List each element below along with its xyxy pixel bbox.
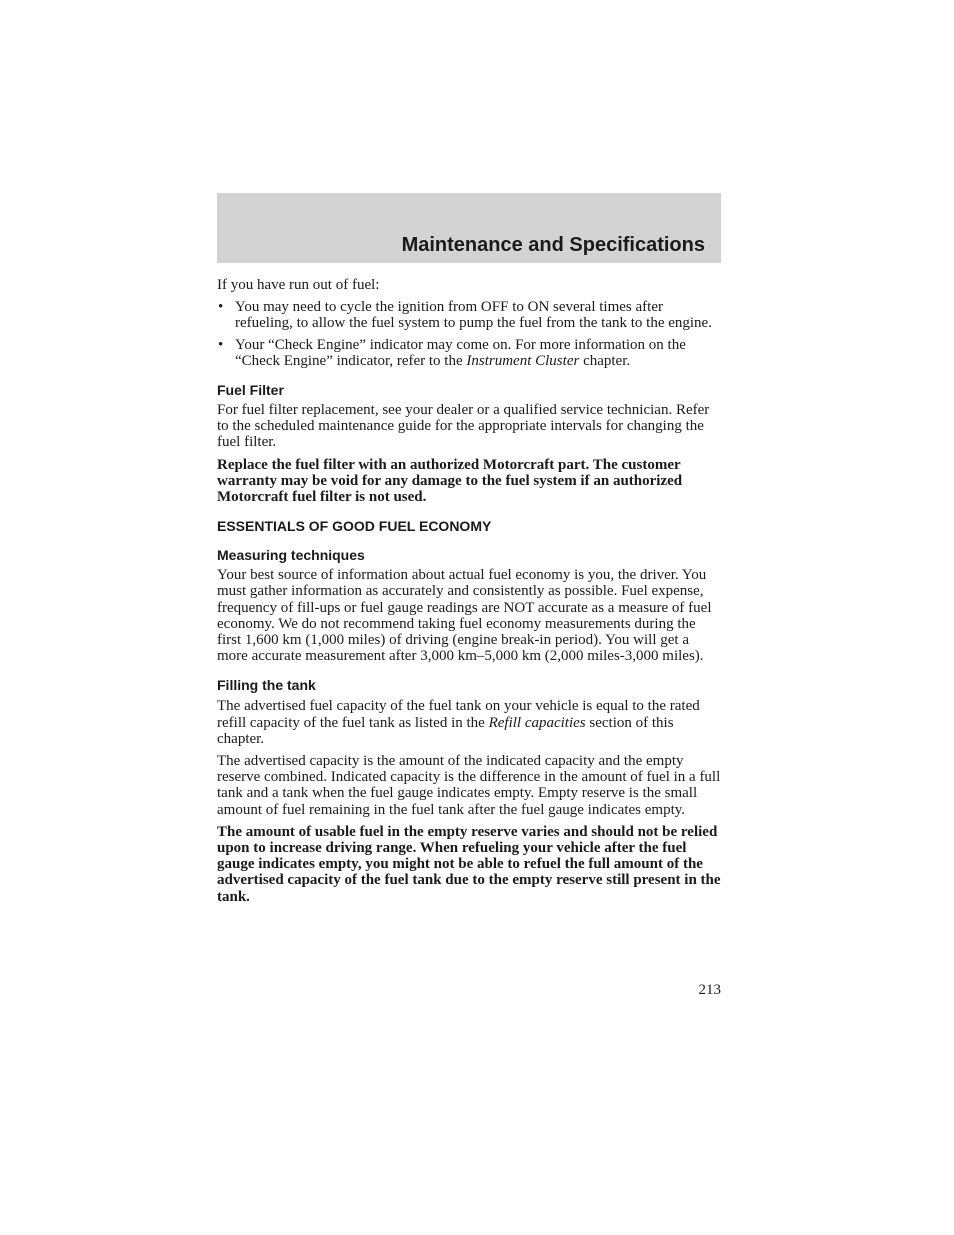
filling-body-1 [217, 698, 721, 747]
bullet-icon: • [218, 336, 224, 353]
section-header-bar [217, 193, 721, 263]
subheading-measuring: Measuring techniques [217, 547, 365, 564]
section-heading-fuel-economy: ESSENTIALS OF GOOD FUEL ECONOMY [217, 518, 492, 535]
subheading-filling: Filling the tank [217, 677, 316, 694]
fuel-filter-body: For fuel filter replacement, see your dealer or a qualified service technician. Refer to the scheduled maintenance guide for the appropriate intervals for changing the fuel filter. [217, 402, 710, 451]
bullet-icon: • [218, 299, 224, 316]
bullet-text-start: Your “Check Engine” indicator may come on. For more information on the “Check Engine” indicator, refer to the [235, 336, 686, 369]
bullet-text-end: chapter. [579, 352, 631, 369]
chapter-reference: Instrument Cluster [466, 352, 580, 369]
intro-text: If you have run out of fuel: [217, 277, 380, 293]
page-number: 213 [698, 982, 721, 998]
filling-text-end: section of this chapter. [217, 714, 674, 747]
measuring-body: Your best source of information about actual fuel economy is you, the driver. You must gather information as accurately and consistently as possible. Fuel expense, frequency of fill-ups or fuel gauge readings are NOT accurate as a measure of fuel economy. We do not recommend taking fuel economy measurements during the first 1,600 km (1,000 miles) of driving (engine break-in period). You will get a more accurate measurement after 3,000 km–5,000 km (2,000 miles-3,000 miles). [217, 567, 712, 665]
bullet-item [217, 299, 721, 331]
filling-text-start: The advertised fuel capacity of the fuel tank on your vehicle is equal to the rated refill capacity of the fuel tank as listed in the [217, 698, 700, 731]
filling-body-2: The advertised capacity is the amount of the indicated capacity and the empty reserve combined. Indicated capacity is the difference in the amount of fuel in a full tank and a tank when the fuel gauge indicates empty. Empty reserve is the small amount of fuel remaining in the fuel tank after the fuel gauge indicates empty. [217, 753, 721, 818]
bullet-item [217, 337, 721, 369]
filling-warning: The amount of usable fuel in the empty reserve varies and should not be relied upon to increase driving range. When refueling your vehicle after the fuel gauge indicates empty, you might not be able to refuel the full amount of the advertised capacity of the fuel tank due to the empty reserve still present in the tank. [217, 823, 721, 905]
bullet-text: You may need to cycle the ignition from OFF to ON several times after refueling, to allow the fuel system to pump the fuel from the tank to the engine. [235, 299, 712, 332]
page-content [217, 277, 721, 905]
section-reference: Refill capacities [488, 714, 586, 731]
subheading-fuel-filter: Fuel Filter [217, 382, 284, 399]
fuel-filter-warning: Replace the fuel filter with an authorized Motorcraft part. The customer warranty may be void for any damage to the fuel system if an authorized Motorcraft fuel filter is not used. [217, 456, 683, 506]
section-title: Maintenance and Specifications [401, 234, 705, 256]
